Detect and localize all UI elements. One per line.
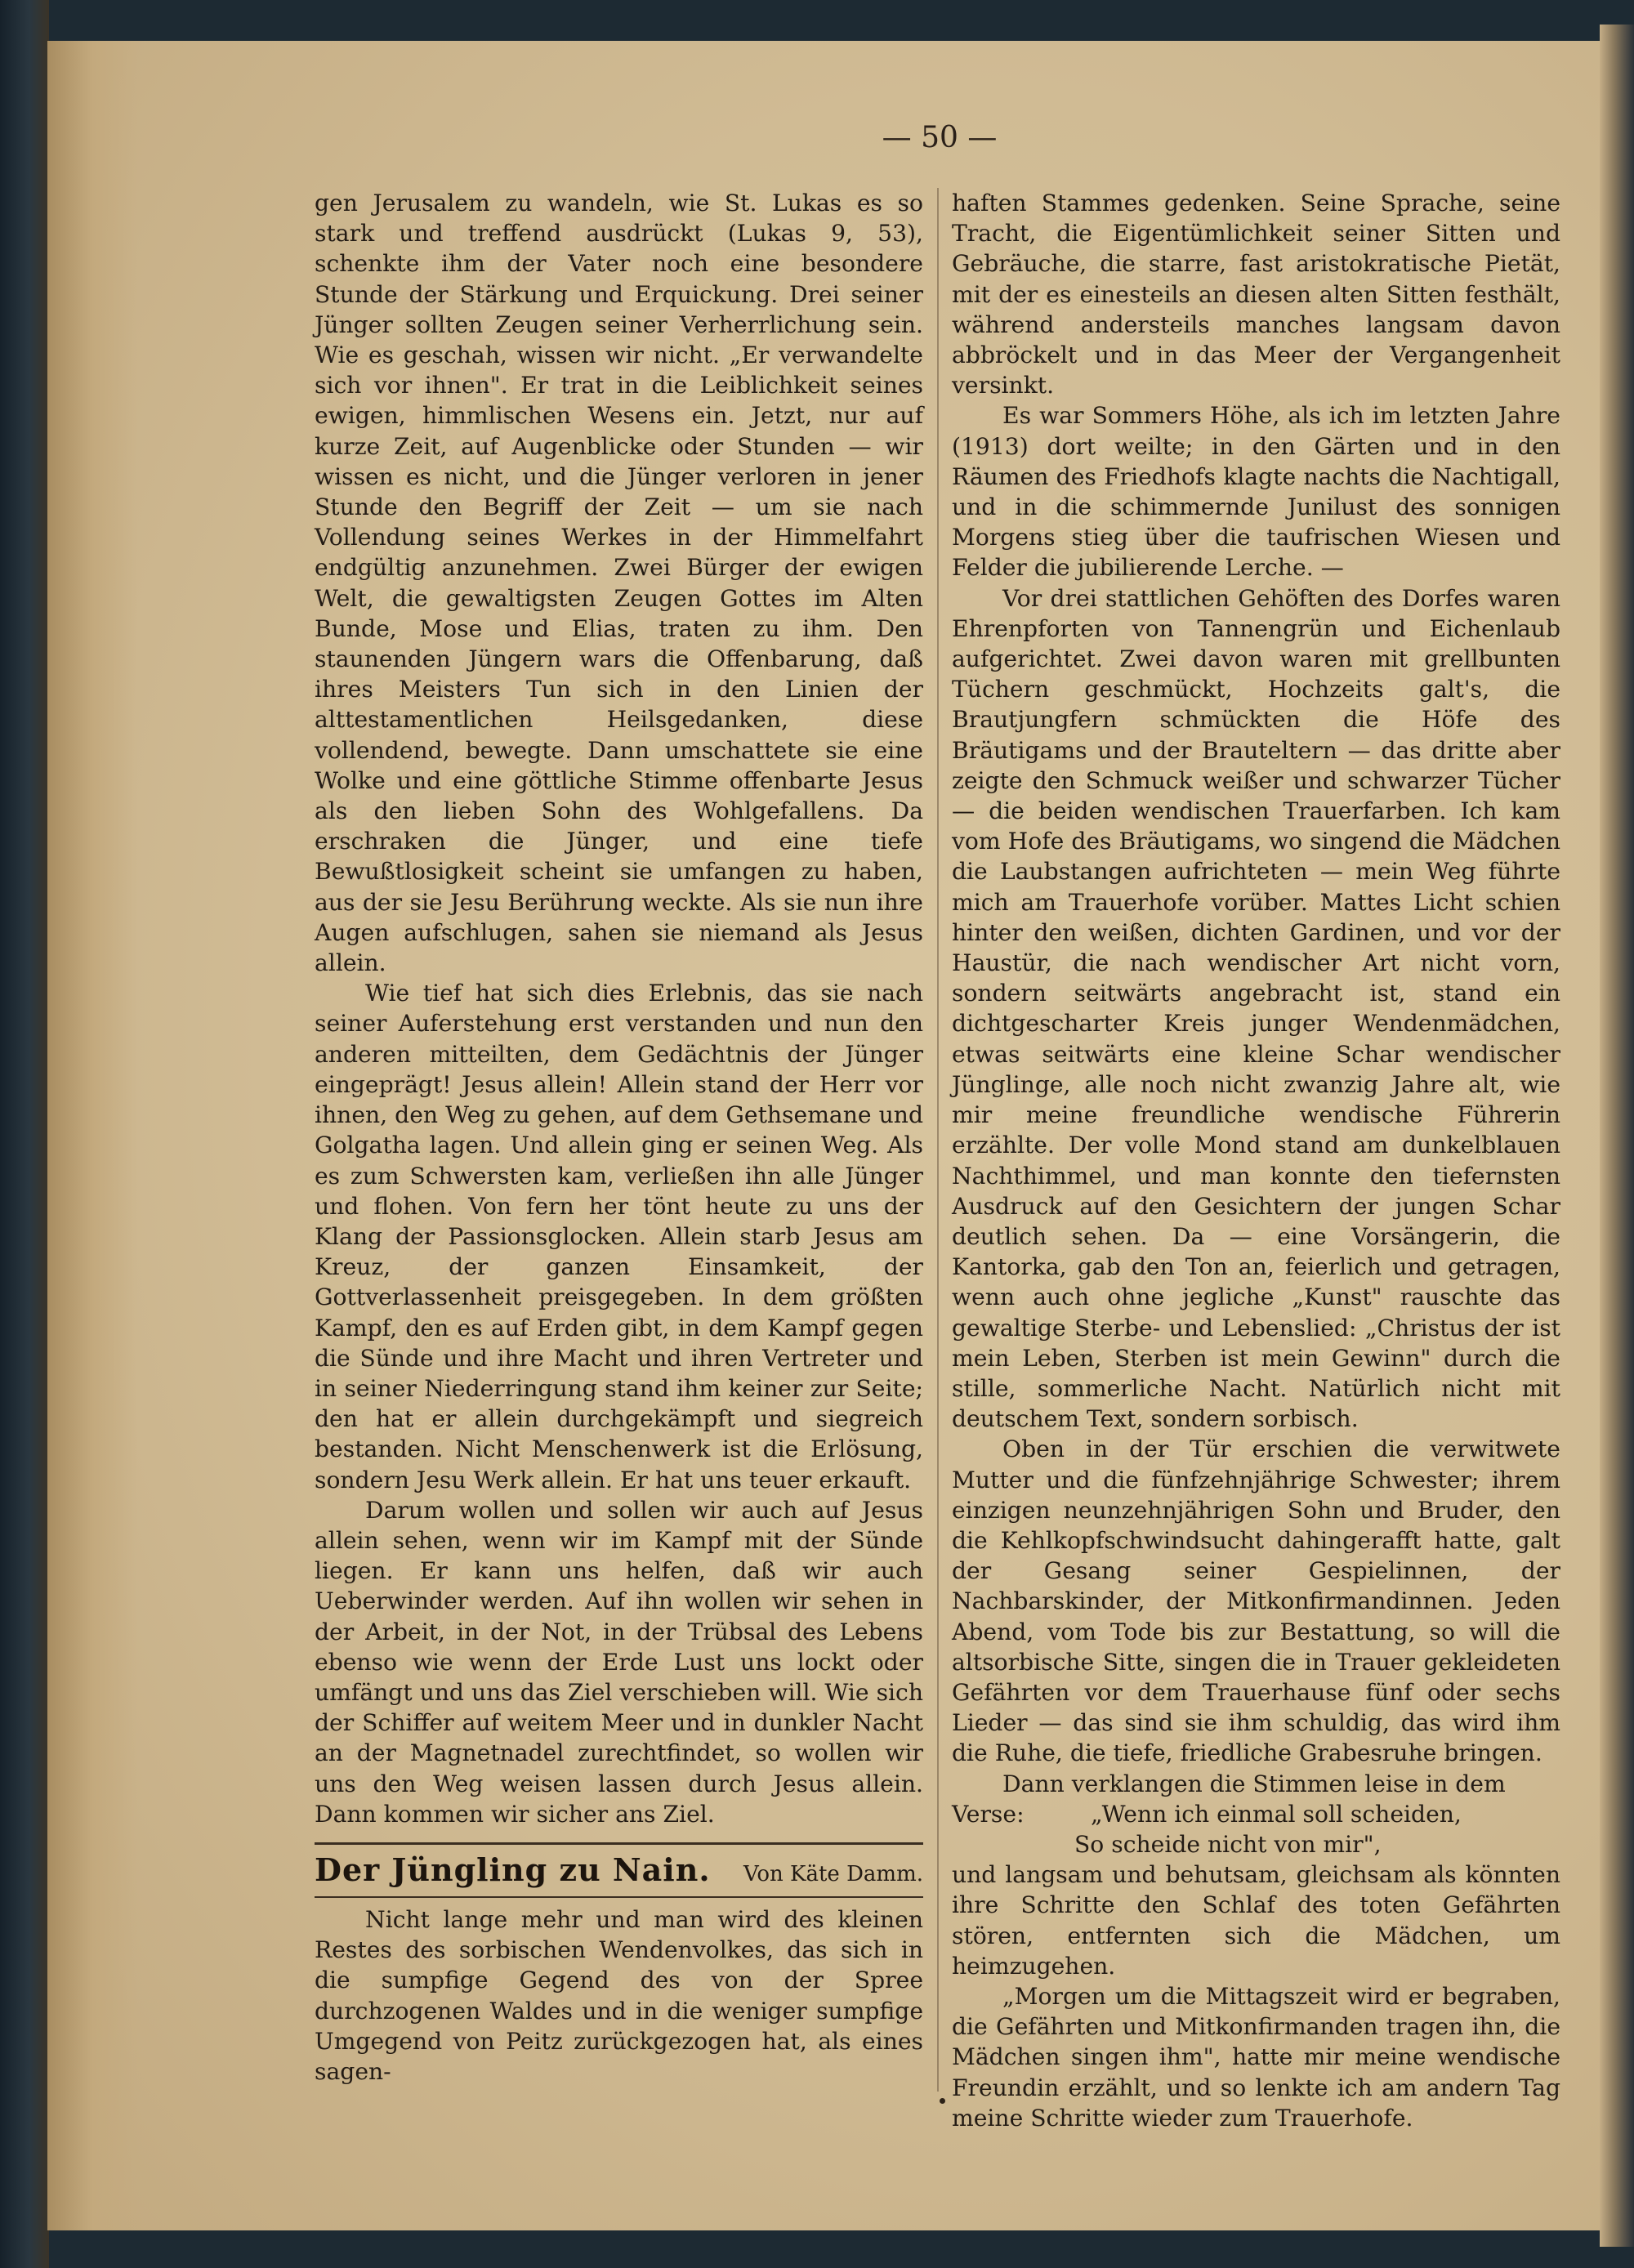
right-paragraph-3: Vor drei stattlichen Gehöften des Dorfes waren Ehrenpforten von Tannengrün und Eichenlaub aufgerichtet. Zwei davon waren mit grellbunten Tüchern geschmückt, Hochzeits galt's, die Brautjungfern schmückten die Höfe des Bräutigams und der Brauteltern — das dritte aber zeigte den Schmuck weißer und schwarzer Tücher — die beiden wendischen Trauerfarben. Ich kam vom Hofe des Bräutigams, wo singend die Mädchen die Laubstangen aufrichteten — mein Weg führte mich am Trauerhofe vorüber. Mattes Licht schien hinter den weißen, dichten Gardinen, und vor der Haustür, die nach wendischer Art nicht vorn, sondern seitwärts angebracht ist, stand ein dichtgescharter Kreis junger Wendenmädchen, etwas seitwärts eine kleine Schar wendischer Jünglinge, alle noch nicht zwanzig Jahre alt, wie mir meine freundliche wendische Führerin erzählte. Der volle Mond stand am dunkelblauen Nachthimmel, und man konnte den tiefernsten Ausdruck auf den Gesichtern der jungen Schar deutlich sehen. Da — eine Vorsängerin, die Kantorka, gab den Ton an, feierlich und getragen, wenn auch ohne jegliche „Kunst" rauschte das gewaltige Sterbe- und Lebenslied: „Christus der ist mein Leben, Sterben ist mein Gewinn" durch die stille, sommerliche Nacht. Natürlich nicht mit deutschem Text, sondern sorbisch. <box>952 584 1560 1433</box>
page-gutter-shadow <box>47 41 137 2230</box>
article-divider-rule <box>315 1842 923 1845</box>
left-paragraph-2: Wie tief hat sich dies Erlebnis, das sie nach seiner Auferstehung erst verstanden und nun den anderen mitteilten, dem Gedächtnis der Jünger eingeprägt! Jesus allein! Allein stand der Herr vor ihnen, den Weg zu gehen, auf dem Gethsemane und Golgatha lagen. Und allein ging er seinen Weg. Als es zum Schwersten kam, verließen ihn alle Jünger und flohen. Von fern her tönt heute zu uns der Klang der Passionsglocken. Allein starb Jesus am Kreuz, der ganzen Einsamkeit, der Gottverlassenheit preisgegeben. In dem größten Kampf, den es auf Erden gibt, in dem Kampf gegen die Sünde und ihre Macht und ihren Vertreter und in seiner Niederringung stand ihm keiner zur Seite; den hat er allein durchgekämpft und siegreich bestanden. Nicht Menschenwerk ist die Erlösung, sondern Jesu Werk allein. Er hat uns teuer erkauft. <box>315 980 923 1493</box>
article-heading <box>315 1851 923 1888</box>
verse-line-1: „Wenn ich einmal soll scheiden, <box>1091 1800 1462 1828</box>
verse-line-2: So scheide nicht von mir", <box>1074 1830 1382 1858</box>
left-column <box>315 188 923 2087</box>
page-right-edge <box>1600 25 1634 2247</box>
right-paragraph-6: und langsam und behutsam, gleichsam als könnten ihre Schritte den Schlaf des toten Gefährten stören, entfernten sich die Mädchen, um heimzugehen. <box>952 1861 1560 1980</box>
article-paragraph-1: Nicht lange mehr und man wird des kleinen Restes des sorbischen Wendenvolkes, das sich in die sumpfige Gegend des von der Spree durchzogenen Waldes und in die weniger sumpfige Umgegend von Peitz zurückgezogen hat, als eines sagen- <box>315 1905 923 2085</box>
column-divider <box>937 188 939 2092</box>
verse-label: Verse: <box>952 1800 1025 1828</box>
verse-block <box>952 1799 1560 1859</box>
book-binding <box>0 0 49 2268</box>
right-paragraph-7: „Morgen um die Mittagszeit wird er begraben, die Gefährten und Mitkonfirmanden tragen ihn, die Mädchen singen ihm", hatte mir meine wendische Freundin erzählt, und so lenkte ich am andern Tag meine Schritte wieder zum Trauerhofe. <box>952 1982 1560 2132</box>
article-heading-rule <box>315 1896 923 1898</box>
article-title: Der Jüngling zu Nain. <box>315 1851 711 1888</box>
right-paragraph-2: Es war Sommers Höhe, als ich im letzten Jahre (1913) dort weilte; in den Gärten und in den Räumen des Friedhofs klagte nachts die Nachtigall, und in die schimmernde Junilust des sonnigen Morgens stieg über die taufrischen Wiesen und Felder die jubilierende Lerche. — <box>952 402 1560 582</box>
left-paragraph-1: gen Jerusalem zu wandeln, wie St. Lukas es so stark und treffend ausdrückt (Lukas 9, 53), schenkte ihm der Vater noch eine besondere Stunde der Stärkung und Erquickung. Drei seiner Jünger sollten Zeugen seiner Verherrlichung sein. Wie es geschah, wissen wir nicht. „Er verwandelte sich vor ihnen". Er trat in die Leiblichkeit seines ewigen, himmlischen Wesens ein. Jetzt, nur auf kurze Zeit, auf Augenblicke oder Stunden — wir wissen es nicht, und die Jünger verloren in jener Stunde den Begriff der Zeit — um sie nach Vollendung seines Werkes in der Himmelfahrt endgültig anzunehmen. Zwei Bürger der ewigen Welt, die gewaltigsten Zeugen Gottes im Alten Bunde, Mose und Elias, traten zu ihm. Den staunenden Jüngern wars die Offenbarung, daß ihres Meisters Tun sich in den Linien der alttestamentlichen Heilsgedanken, diese vollendend, bewegte. Dann umschattete sie eine Wolke und eine göttliche Stimme offenbarte Jesus als den lieben Sohn des Wohlgefallens. Da erschraken die Jünger, und eine tiefe Bewußtlosigkeit scheint sie umfangen zu haben, aus der sie Jesu Berührung weckte. Als sie nun ihre Augen aufschlugen, sahen sie niemand als Jesus allein. <box>315 190 923 977</box>
article-author: Von Käte Damm. <box>743 1861 923 1886</box>
right-paragraph-4: Oben in der Tür erschien die verwitwete Mutter und die fünfzehnjährige Schwester; ihrem einzigen neunzehnjährigen Sohn und Bruder, den die Kehlkopfschwindsucht dahingerafft hatte, galt der Gesang seiner Gespielinnen, der Nachbarskinder, der Mitkonfirmandinnen. Jeden Abend, vom Tode bis zur Bestattung, so will die altsorbische Sitte, singen die in Trauer gekleideten Gefährten vor dem Trauerhause fünf oder sechs Lieder — das sind sie ihm schuldig, das wird ihm die Ruhe, die tiefe, friedliche Grabesruhe bringen. <box>952 1435 1560 1767</box>
right-paragraph-1: haften Stammes gedenken. Seine Sprache, seine Tracht, die Eigentümlichkeit seiner Sitten und Gebräuche, die starre, fast aristokratische Pietät, mit der es einesteils an diesen alten Sitten festhält, während andersteils manches langsam davon abbröckelt und in das Meer der Vergangenheit versinkt. <box>952 190 1560 400</box>
right-column <box>952 188 1560 2133</box>
left-paragraph-3: Darum wollen und sollen wir auch auf Jesus allein sehen, wenn wir im Kampf mit der Sünde liegen. Er kann uns helfen, daß wir auch Ueberwinder werden. Auf ihn wollen wir sehen in der Arbeit, in der Not, in der Trübsal des Lebens ebenso wie wenn der Erde Lust uns lockt oder umfängt und uns das Ziel verschieben will. Wie sich der Schiffer auf weitem Meer und in dunkler Nacht an der Magnetnadel zurechtfindet, so wollen wir uns den Weg weisen lassen durch Jesus allein. Dann kommen wir sicher ans Ziel. <box>315 1496 923 1828</box>
page-number: — 50 — <box>882 121 998 154</box>
ink-dot-mark <box>940 2098 945 2104</box>
right-paragraph-5: Dann verklangen die Stimmen leise in dem <box>1002 1770 1506 1797</box>
